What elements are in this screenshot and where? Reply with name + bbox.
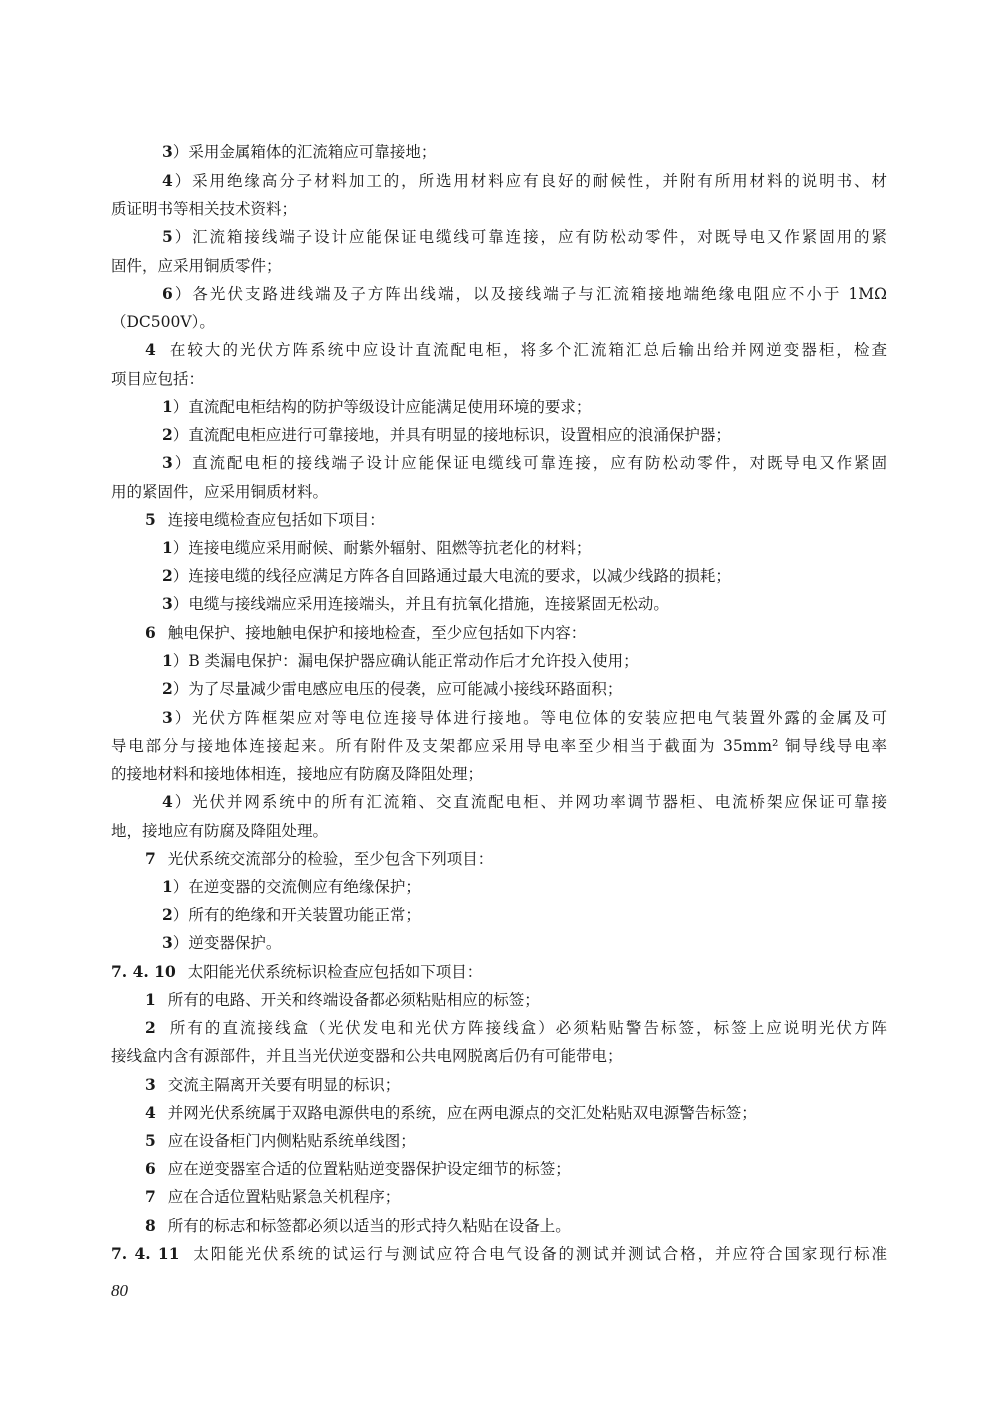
line-text: 光伏系统交流部分的检验，至少包含下列项目： bbox=[167, 850, 494, 868]
text-line bbox=[111, 256, 887, 276]
number-separator: ） bbox=[172, 934, 189, 952]
item-number: 3 bbox=[162, 594, 173, 613]
item-number: 1 bbox=[145, 990, 156, 1009]
item-number: 4 bbox=[145, 1103, 156, 1122]
text-line bbox=[145, 1018, 887, 1038]
text-line bbox=[111, 962, 887, 982]
text-line bbox=[162, 651, 887, 671]
number-separator: ） bbox=[172, 793, 193, 811]
number-separator: ） bbox=[172, 143, 189, 161]
text-line bbox=[111, 821, 887, 841]
line-text: B 类漏电保护：漏电保护器应确认能正常动作后才允许投入使用； bbox=[188, 652, 639, 670]
text-line bbox=[111, 736, 887, 756]
line-text: 连接电缆检查应包括如下项目： bbox=[167, 511, 385, 529]
item-number: 2 bbox=[162, 905, 173, 924]
item-number: 6 bbox=[145, 623, 156, 642]
line-text: 在较大的光伏方阵系统中应设计直流配电柜，将多个汇流箱汇总后输出给并网逆变器柜，检查 bbox=[167, 341, 887, 359]
item-number: 5 bbox=[162, 227, 173, 246]
text-line bbox=[162, 679, 887, 699]
line-text: （DC500V）。 bbox=[111, 313, 215, 331]
clause-number: 7. 4. 11 bbox=[111, 1244, 180, 1263]
number-separator: ） bbox=[172, 285, 193, 303]
item-number: 1 bbox=[162, 397, 173, 416]
text-line bbox=[111, 312, 887, 332]
text-line bbox=[162, 538, 887, 558]
text-line bbox=[145, 1159, 887, 1179]
item-number: 1 bbox=[162, 538, 173, 557]
text-line bbox=[162, 453, 887, 473]
line-text: 太阳能光伏系统标识检查应包括如下项目： bbox=[187, 963, 483, 981]
number-separator: ） bbox=[172, 454, 193, 472]
line-text: 所有的直流接线盒（光伏发电和光伏方阵接线盒）必须粘贴警告标签，标签上应说明光伏方阵 bbox=[167, 1019, 887, 1037]
item-number: 3 bbox=[162, 453, 173, 472]
item-number: 4 bbox=[145, 340, 156, 359]
number-separator: ） bbox=[172, 172, 193, 190]
text-line bbox=[111, 482, 887, 502]
item-number: 2 bbox=[162, 566, 173, 585]
text-line bbox=[162, 227, 887, 247]
number-separator: ） bbox=[172, 426, 189, 444]
text-line bbox=[162, 284, 887, 304]
line-text: 直流配电柜应进行可靠接地，并具有明显的接地标识，设置相应的浪涌保护器； bbox=[188, 426, 731, 444]
text-line bbox=[145, 1075, 887, 1095]
line-text: 太阳能光伏系统的试运行与测试应符合电气设备的测试并测试合格，并应符合国家现行标准 bbox=[191, 1245, 887, 1263]
text-line bbox=[145, 510, 887, 530]
line-text: 光伏方阵框架应对等电位连接导体进行接地。等电位体的安装应把电气装置外露的金属及可 bbox=[192, 709, 887, 727]
number-separator: ） bbox=[172, 878, 189, 896]
text-line bbox=[111, 1046, 887, 1066]
text-line bbox=[145, 1103, 887, 1123]
line-text: 所有的标志和标签都必须以适当的形式持久粘贴在设备上。 bbox=[167, 1217, 571, 1235]
line-text: 地，接地应有防腐及降阻处理。 bbox=[111, 822, 329, 840]
item-number: 6 bbox=[162, 284, 173, 303]
line-text: 连接电缆应采用耐候、耐紫外辐射、阻燃等抗老化的材料； bbox=[188, 539, 592, 557]
number-separator: ） bbox=[172, 539, 189, 557]
line-text: 质证明书等相关技术资料； bbox=[111, 200, 298, 218]
item-number: 7 bbox=[145, 1187, 156, 1206]
item-number: 5 bbox=[145, 510, 156, 529]
line-text: 接线盒内含有源部件，并且当光伏逆变器和公共电网脱离后仍有可能带电； bbox=[111, 1047, 623, 1065]
text-line bbox=[162, 933, 887, 953]
item-number: 7 bbox=[145, 849, 156, 868]
line-text: 触电保护、接地触电保护和接地检查，至少应包括如下内容： bbox=[167, 624, 587, 642]
item-number: 4 bbox=[162, 792, 173, 811]
text-line bbox=[162, 905, 887, 925]
item-number: 3 bbox=[162, 708, 173, 727]
line-text: 固件，应采用铜质零件； bbox=[111, 257, 282, 275]
line-text: 为了尽量减少雷电感应电压的侵袭，应可能减小接线环路面积； bbox=[188, 680, 623, 698]
number-separator: ） bbox=[172, 906, 189, 924]
line-text: 采用金属箱体的汇流箱应可靠接地； bbox=[188, 143, 437, 161]
item-number: 6 bbox=[145, 1159, 156, 1178]
text-line bbox=[145, 1131, 887, 1151]
number-separator: ） bbox=[172, 709, 193, 727]
text-line bbox=[145, 990, 887, 1010]
text-line bbox=[111, 199, 887, 219]
line-text: 逆变器保护。 bbox=[188, 934, 282, 952]
item-number: 2 bbox=[162, 425, 173, 444]
number-separator: ） bbox=[172, 595, 189, 613]
text-line bbox=[145, 849, 887, 869]
number-separator: ） bbox=[172, 228, 193, 246]
item-number: 2 bbox=[162, 679, 173, 698]
text-line bbox=[111, 1244, 887, 1264]
line-text: 直流配电柜的接线端子设计应能保证电缆线可靠连接，应有防松动零件，对既导电又作紧固 bbox=[192, 454, 887, 472]
line-text: 所有的绝缘和开关装置功能正常； bbox=[188, 906, 421, 924]
line-text: 应在设备柜门内侧粘贴系统单线图； bbox=[167, 1132, 416, 1150]
text-line bbox=[162, 594, 887, 614]
line-text: 应在逆变器室合适的位置粘贴逆变器保护设定细节的标签； bbox=[167, 1160, 571, 1178]
line-text: 采用绝缘高分子材料加工的，所选用材料应有良好的耐候性，并附有所用材料的说明书、材 bbox=[192, 172, 887, 190]
line-text: 连接电缆的线径应满足方阵各自回路通过最大电流的要求，以减少线路的损耗； bbox=[188, 567, 731, 585]
line-text: 直流配电柜结构的防护等级设计应能满足使用环境的要求； bbox=[188, 398, 592, 416]
text-line bbox=[162, 397, 887, 417]
page-number: 80 bbox=[111, 1281, 128, 1300]
item-number: 4 bbox=[162, 171, 173, 190]
text-line bbox=[162, 142, 887, 162]
item-number: 5 bbox=[145, 1131, 156, 1150]
line-text: 应在合适位置粘贴紧急关机程序； bbox=[167, 1188, 401, 1206]
item-number: 2 bbox=[145, 1018, 156, 1037]
line-text: 汇流箱接线端子设计应能保证电缆线可靠连接，应有防松动零件，对既导电又作紧固用的紧 bbox=[192, 228, 887, 246]
number-separator: ） bbox=[172, 567, 189, 585]
line-text: 各光伏支路进线端及子方阵出线端，以及接线端子与汇流箱接地端绝缘电阻应不小于 1MΩ bbox=[192, 285, 887, 303]
line-text: 电缆与接线端应采用连接端头，并且有抗氧化措施，连接紧固无松动。 bbox=[188, 595, 669, 613]
item-number: 3 bbox=[162, 142, 173, 161]
text-line bbox=[145, 340, 887, 360]
number-separator: ） bbox=[172, 680, 189, 698]
item-number: 1 bbox=[162, 651, 173, 670]
text-line bbox=[162, 425, 887, 445]
text-line bbox=[162, 792, 887, 812]
text-line bbox=[111, 764, 887, 784]
text-line bbox=[145, 1216, 887, 1236]
number-separator: ） bbox=[172, 398, 189, 416]
line-text: 导电部分与接地体连接起来。所有附件及支架都应采用导电率至少相当于截面为 35mm² 铜导线导电率 bbox=[111, 737, 887, 755]
line-text: 的接地材料和接地体相连，接地应有防腐及降阻处理； bbox=[111, 765, 484, 783]
text-line bbox=[145, 623, 887, 643]
text-line bbox=[162, 877, 887, 897]
line-text: 交流主隔离开关要有明显的标识； bbox=[167, 1076, 401, 1094]
line-text: 光伏并网系统中的所有汇流箱、交直流配电柜、并网功率调节器柜、电流桥架应保证可靠接 bbox=[192, 793, 887, 811]
line-text: 在逆变器的交流侧应有绝缘保护； bbox=[188, 878, 421, 896]
text-line bbox=[162, 566, 887, 586]
item-number: 3 bbox=[162, 933, 173, 952]
clause-number: 7. 4. 10 bbox=[111, 962, 176, 981]
number-separator: ） bbox=[172, 652, 189, 670]
line-text: 用的紧固件，应采用铜质材料。 bbox=[111, 483, 329, 501]
text-line bbox=[162, 171, 887, 191]
line-text: 项目应包括： bbox=[111, 370, 205, 388]
text-line bbox=[111, 369, 887, 389]
text-line bbox=[162, 708, 887, 728]
item-number: 8 bbox=[145, 1216, 156, 1235]
item-number: 1 bbox=[162, 877, 173, 896]
text-line bbox=[145, 1187, 887, 1207]
line-text: 并网光伏系统属于双路电源供电的系统，应在两电源点的交汇处粘贴双电源警告标签； bbox=[167, 1104, 757, 1122]
line-text: 所有的电路、开关和终端设备都必须粘贴相应的标签； bbox=[167, 991, 540, 1009]
item-number: 3 bbox=[145, 1075, 156, 1094]
